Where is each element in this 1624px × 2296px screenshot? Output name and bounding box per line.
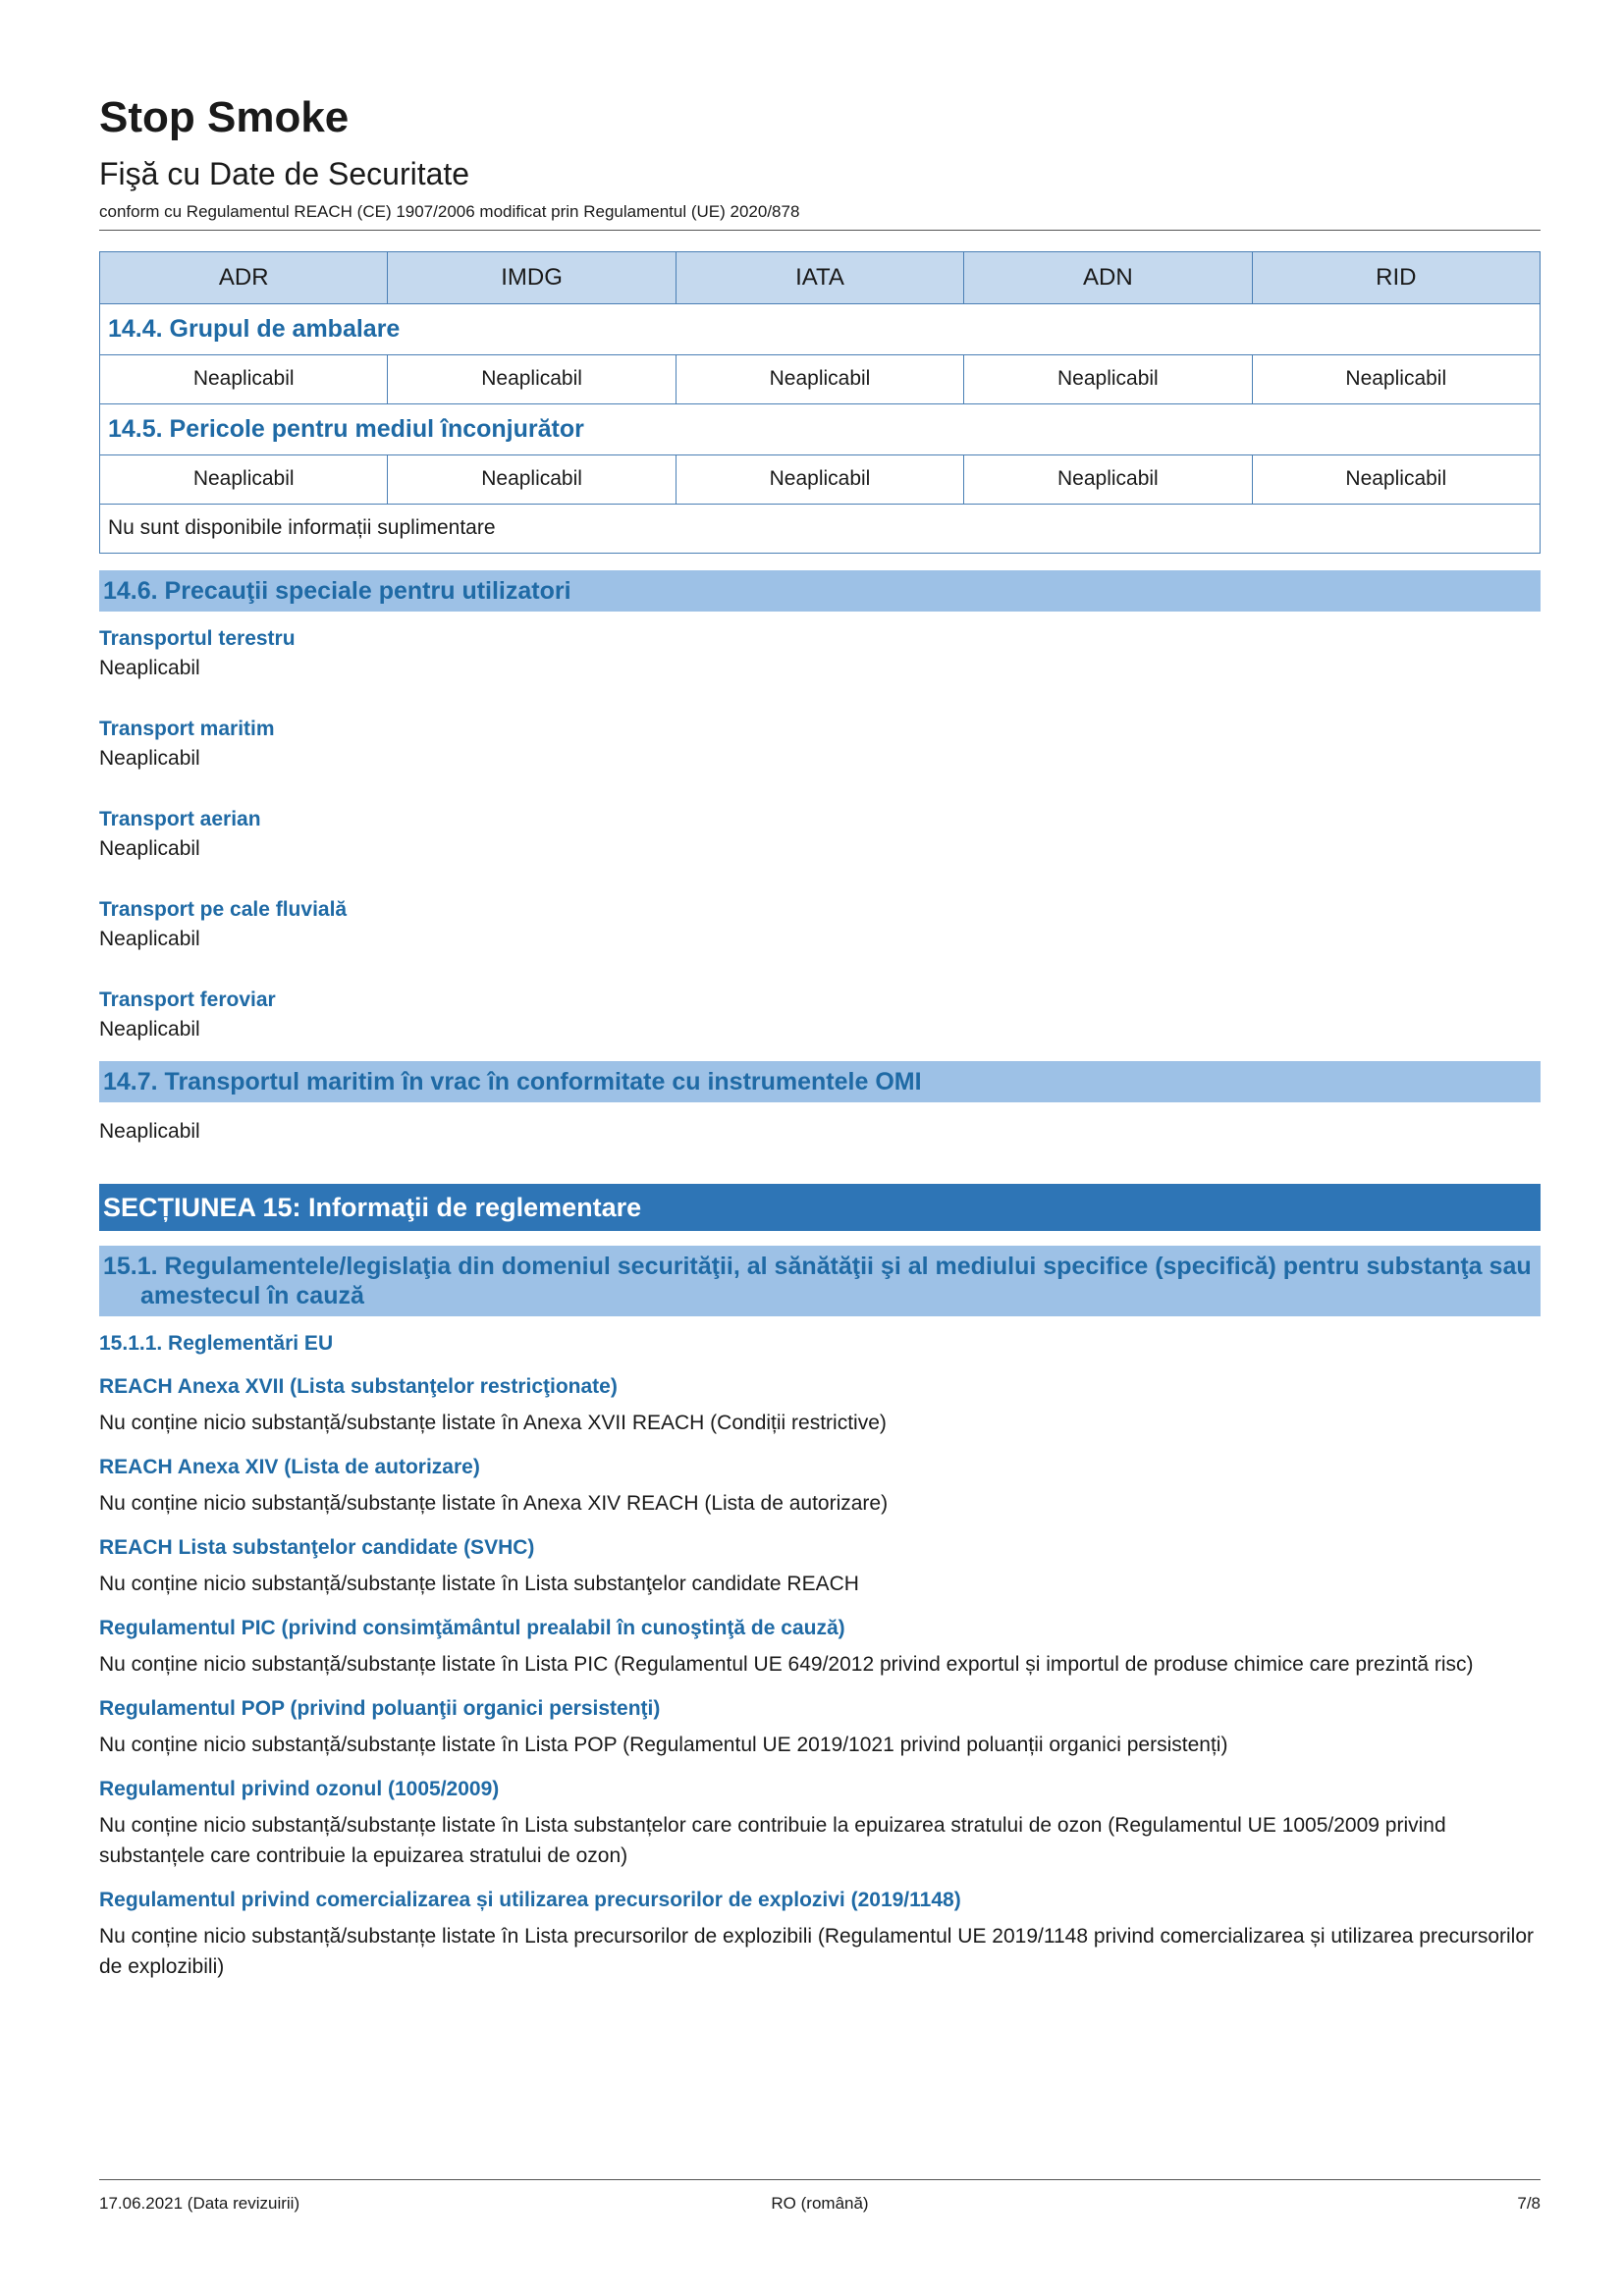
transport-value: Neaplicabil: [99, 836, 200, 860]
table-cell: Neaplicabil: [388, 354, 676, 403]
regulation-text: Nu conține nicio substanță/substanțe listate în Lista substanţelor candidate REACH: [99, 1572, 859, 1595]
table-cell: Neaplicabil: [388, 454, 676, 504]
table-cell: Neaplicabil: [1252, 454, 1540, 504]
section-14-6-items: [99, 625, 1541, 1044]
eu-regulations-heading: 15.1.1. Reglementări EU: [99, 1331, 334, 1355]
table-cell: Neaplicabil: [676, 354, 963, 403]
transport-item: [99, 625, 1541, 683]
revision-date: 17.06.2021 (Data revizuirii): [99, 2194, 300, 2213]
column-header: IMDG: [388, 251, 676, 303]
section-14-7-heading: 14.7. Transportul maritim în vrac în conformitate cu instrumentele OMI: [99, 1061, 1541, 1102]
regulation-item: [99, 1887, 1541, 1982]
regulation-text: Nu conține nicio substanță/substanțe listate în Lista substanțelor care contribuie la epuizarea stratului de ozon (Regulamentul UE 1005/2009 privind substanțele care contribuie la epuizarea stratului de ozon): [99, 1813, 1446, 1867]
regulation-label: Regulamentul privind ozonul (1005/2009): [99, 1777, 500, 1800]
regulation-label: REACH Anexa XIV (Lista de autorizare): [99, 1455, 480, 1478]
table-cell: Neaplicabil: [676, 454, 963, 504]
regulation-label: Regulamentul PIC (privind consimţământul prealabil în cunoştinţă de cauză): [99, 1616, 845, 1639]
transport-table: [99, 251, 1541, 554]
column-header: IATA: [676, 251, 963, 303]
page-footer: [99, 2179, 1541, 2213]
transport-item: [99, 716, 1541, 774]
regulation-line: conform cu Regulamentul REACH (CE) 1907/2006 modificat prin Regulamentul (UE) 2020/878: [99, 202, 1541, 231]
regulation-label: Regulamentul privind comercializarea și utilizarea precursorilor de explozivi (2019/1148): [99, 1888, 961, 1911]
transport-item: [99, 806, 1541, 864]
transport-value: Neaplicabil: [99, 656, 200, 679]
table-cell: Neaplicabil: [100, 354, 388, 403]
regulation-label: REACH Anexa XVII (Lista substanţelor restricţionate): [99, 1374, 618, 1398]
transport-item: [99, 987, 1541, 1044]
transport-value: Neaplicabil: [99, 1017, 200, 1041]
regulation-item: [99, 1615, 1541, 1680]
regulation-text: Nu conține nicio substanță/substanțe listate în Lista POP (Regulamentul UE 2019/1021 privind poluanții organici persistenți): [99, 1733, 1228, 1756]
regulation-item: [99, 1373, 1541, 1438]
section-15-1-heading: 15.1. Regulamentele/legislaţia din domeniul securităţii, al sănătăţii şi al mediului specifice (specifică) pentru substanţa sau amestecul în cauză: [99, 1246, 1541, 1316]
regulation-label: REACH Lista substanţelor candidate (SVHC): [99, 1535, 535, 1559]
column-header: ADN: [964, 251, 1252, 303]
regulation-text: Nu conține nicio substanță/substanțe listate în Anexa XVII REACH (Condiții restrictive): [99, 1411, 887, 1434]
transport-value: Neaplicabil: [99, 746, 200, 770]
table-cell: Neaplicabil: [100, 454, 388, 504]
column-header: ADR: [100, 251, 388, 303]
packing-group-heading: 14.4. Grupul de ambalare: [100, 303, 1541, 354]
section-14-7-value: Neaplicabil: [99, 1119, 200, 1143]
packing-group-row: [100, 354, 1541, 403]
column-header: RID: [1252, 251, 1540, 303]
page-number: 7/8: [1517, 2194, 1541, 2213]
regulation-text: Nu conține nicio substanță/substanțe listate în Lista PIC (Regulamentul UE 649/2012 privind exportul și importul de produse chimice care prezintă risc): [99, 1652, 1474, 1676]
transport-label: Transport pe cale fluvială: [99, 897, 348, 921]
transport-header-row: [100, 251, 1541, 303]
table-note: Nu sunt disponibile informații suplimentare: [100, 504, 1541, 553]
transport-label: Transport maritim: [99, 717, 275, 740]
transport-value: Neaplicabil: [99, 927, 200, 950]
table-cell: Neaplicabil: [964, 354, 1252, 403]
regulation-text: Nu conține nicio substanță/substanțe listate în Lista precursorilor de explozibili (Regulamentul UE 2019/1148 privind comercializarea și utilizarea precursorilor de explozibili): [99, 1924, 1535, 1978]
table-cell: Neaplicabil: [1252, 354, 1540, 403]
section-15-heading: SECȚIUNEA 15: Informaţii de reglementare: [99, 1184, 1541, 1231]
regulation-text: Nu conține nicio substanță/substanțe listate în Anexa XIV REACH (Lista de autorizare): [99, 1491, 889, 1515]
language-label: RO (română): [771, 2194, 869, 2213]
transport-label: Transportul terestru: [99, 626, 296, 650]
regulation-item: [99, 1534, 1541, 1599]
product-name: Stop Smoke: [99, 93, 350, 141]
regulation-list: [99, 1373, 1541, 1982]
document-title: Fişă cu Date de Securitate: [99, 156, 470, 192]
transport-label: Transport aerian: [99, 807, 261, 830]
env-hazards-heading: 14.5. Pericole pentru mediul înconjurător: [100, 403, 1541, 454]
regulation-label: Regulamentul POP (privind poluanţii organici persistenţi): [99, 1696, 661, 1720]
sds-page: [99, 94, 1541, 1982]
regulation-item: [99, 1695, 1541, 1760]
table-cell: Neaplicabil: [964, 454, 1252, 504]
env-hazards-row: [100, 454, 1541, 504]
regulation-item: [99, 1776, 1541, 1871]
transport-item: [99, 896, 1541, 954]
section-14-6-heading: 14.6. Precauţii speciale pentru utilizatori: [99, 570, 1541, 612]
regulation-item: [99, 1454, 1541, 1519]
transport-label: Transport feroviar: [99, 988, 276, 1011]
